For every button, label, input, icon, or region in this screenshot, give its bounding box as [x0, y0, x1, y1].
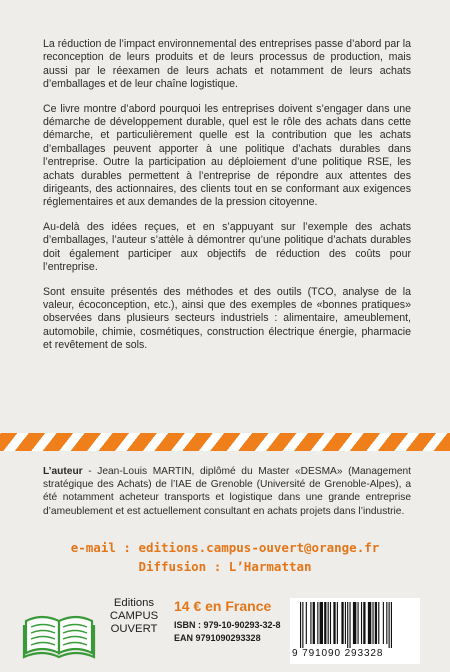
barcode-bar	[341, 602, 343, 644]
isbn-number: ISBN : 979-10-90293-32-8	[174, 620, 281, 630]
barcode-bar	[302, 602, 303, 648]
author-label: L’auteur	[43, 466, 83, 477]
barcode-bars	[298, 602, 412, 650]
barcode-bar	[306, 602, 307, 644]
barcode-bar	[353, 602, 356, 644]
barcode-bar	[368, 602, 371, 644]
barcode-bar	[389, 602, 390, 648]
author-bio	[43, 465, 411, 518]
description-paragraph: Sont ensuite présentés des méthodes et des outils (TCO, analyse de la valeur, écoconception, etc.), ainsi que des exemples de «bonnes pratiques» observées dans plusieurs secteurs industriels : alimentaire, ameublement, automobile, chimie, cosmétiques, construction électrique énergie, pharmacie et revêtement de sols.	[43, 285, 411, 352]
publisher-line: CAMPUS	[109, 610, 159, 622]
barcode-bar	[328, 602, 329, 644]
barcode-bar	[310, 602, 311, 644]
barcode-bar	[363, 602, 365, 644]
barcode-bar	[345, 602, 346, 644]
description-paragraph: Au-delà des idées reçues, et en s’appuyant sur l’exemple des achats d’emballages, l’auteur s’attèle à démontrer qu’une politique d’achats durables doit également participer aux objectifs de réduction des coûts pour l’entreprise.	[43, 220, 411, 274]
barcode-bar	[375, 602, 377, 644]
barcode	[290, 598, 420, 664]
barcode-digits: 9 791090 293328	[292, 648, 384, 659]
orange-hazard-stripe	[0, 433, 450, 451]
barcode-bar	[358, 602, 359, 644]
barcode-bar	[317, 602, 318, 644]
open-book-icon	[22, 611, 96, 659]
barcode-bar	[333, 602, 335, 644]
barcode-bar	[347, 602, 348, 648]
barcode-bar	[372, 602, 373, 644]
barcode-bar	[386, 602, 387, 644]
ean-number: EAN 9791090293328	[174, 632, 261, 643]
barcode-bar	[324, 602, 326, 644]
description-paragraph: La réduction de l’impact environnemental des entreprises passe d’abord par la reconception de leurs produits et de leurs processus de production, mais aussi par le réexamen de leurs achats et notamment de leurs achats d’emballages et de leur chaîne logistique.	[43, 38, 411, 91]
barcode-bar	[337, 602, 338, 644]
description-text	[43, 38, 411, 353]
diffusion-line: Diffusion : L’Harmattan	[138, 559, 312, 574]
barcode-bar	[349, 602, 350, 648]
email-contact[interactable]: e-mail : editions.campus-ouvert@orange.fr	[70, 540, 380, 555]
barcode-bar	[300, 602, 301, 648]
price-label: 14 € en France	[174, 598, 272, 614]
barcode-bar	[383, 602, 384, 644]
isbn-block	[174, 619, 281, 644]
barcode-bar	[378, 602, 379, 644]
description-paragraph: Ce livre montre d’abord pourquoi les entreprises doivent s’engager dans une démarche de développement durable, quel est le rôle des achats dans cette démarche, et particulièrement quelle est la contribution que les achats d’emballages peuvent apporter à une politique d’achats durables dans l’entreprise. Outre la participation au déploiement d’une politique RSE, les achats durables permettent à l’entreprise de répondre aux attentes des dirigeants, des actionnaires, des clients tout en se conformant aux exigences réglementaires et aux demandes de la pression citoyenne.	[43, 102, 411, 209]
barcode-bar	[391, 602, 392, 648]
publisher-name	[102, 597, 166, 636]
publisher-line: Editions	[113, 597, 155, 609]
barcode-bar	[361, 602, 362, 644]
barcode-bar	[320, 602, 323, 644]
author-text: - Jean-Louis MARTIN, diplômé du Master «DESMA» (Management stratégique des Achats) de l’IAE de Grenoble (Université de Grenoble-Alpes), a été notamment acheteur transports et logistique dans une grande entreprise d’ameublement et est actuellement consultant en achats projets dans l’industrie.	[43, 466, 411, 517]
barcode-bar	[330, 602, 331, 644]
barcode-bar	[313, 602, 315, 644]
publisher-line: OUVERT	[110, 623, 158, 635]
